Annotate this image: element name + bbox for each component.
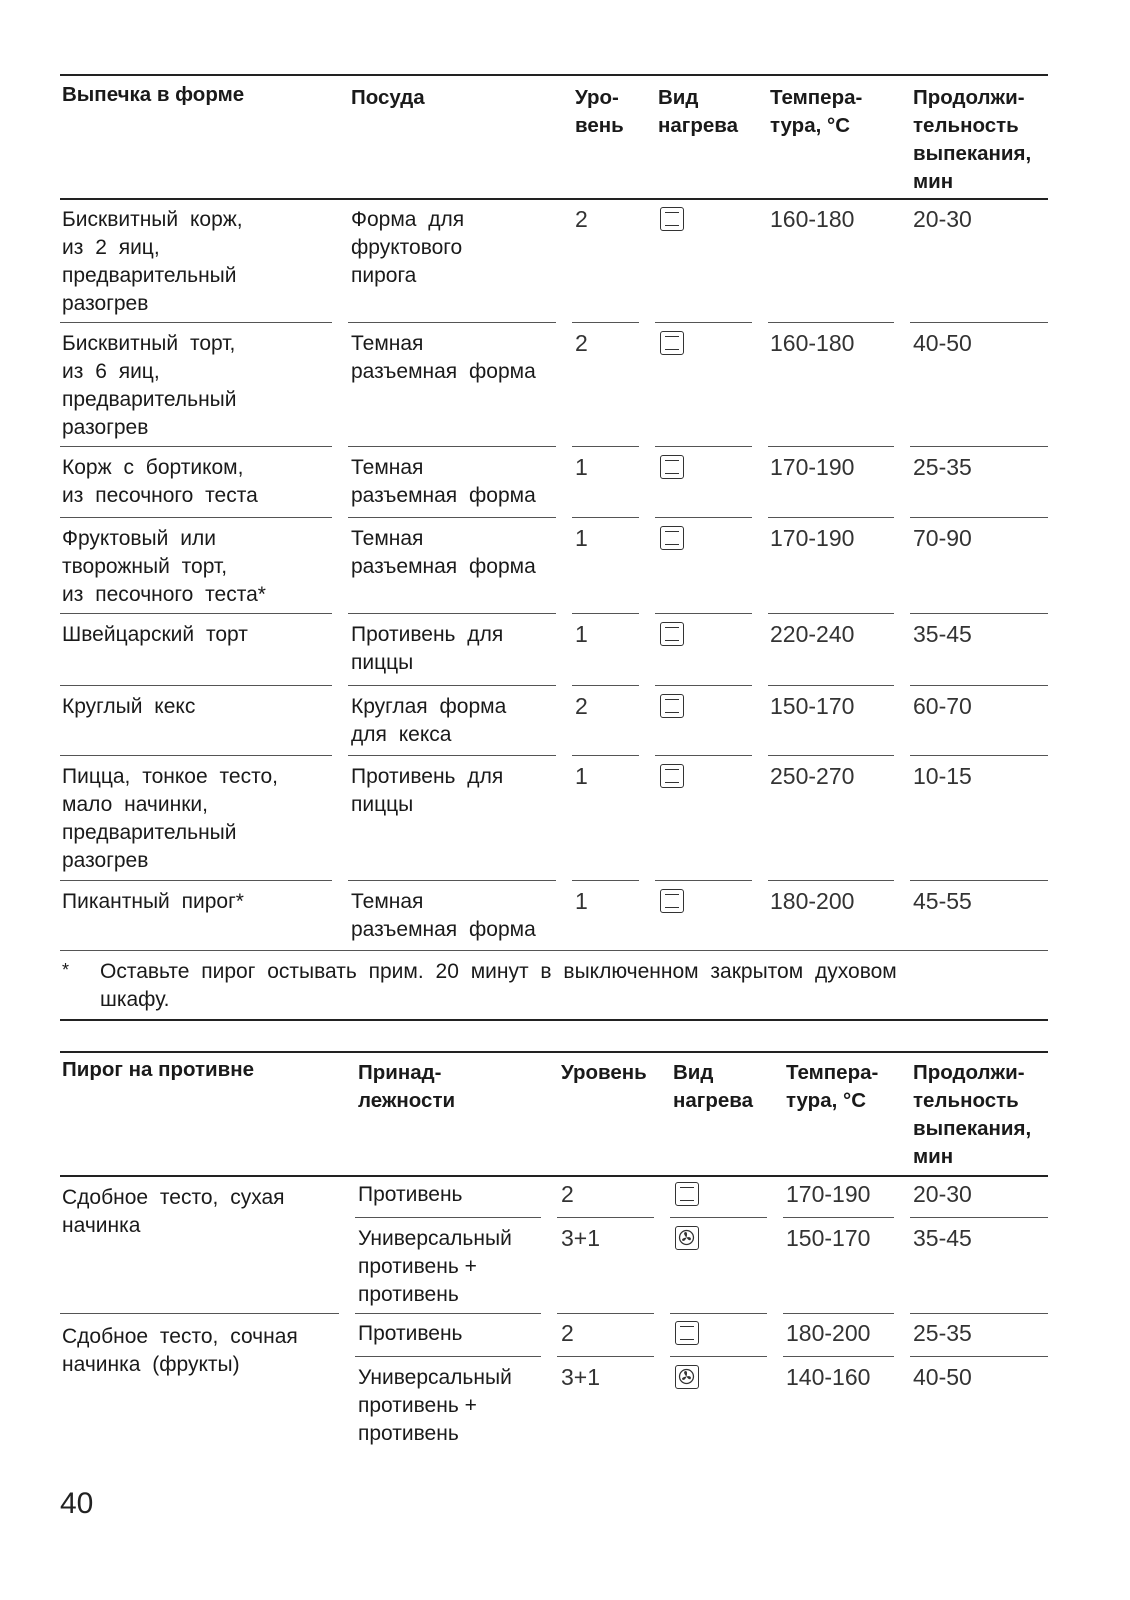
table-row-duration: 20-30 [913,206,972,232]
table-row-duration: 10-15 [913,763,972,789]
row-divider [910,1313,1048,1314]
top-bottom-heat-icon [660,331,684,355]
row-divider [572,446,639,447]
row-divider [348,613,556,614]
table1-header-level: Уро- вень [575,86,624,137]
row-divider [60,613,332,614]
table-row-accessory: Противень [358,1183,463,1206]
row-divider [572,685,639,686]
row-divider [783,1313,894,1314]
table1-header-cookware: Посуда [351,86,425,109]
top-bottom-heat-icon [660,526,684,550]
table-row-temperature: 160-180 [770,206,855,232]
table-row-cookware: Темная разъемная форма [351,456,536,507]
table-row-dish-name: Фруктовый или творожный торт, из песочного теста* [62,527,266,606]
row-divider [655,880,752,881]
table-row-accessory: Универсальный противень + противень [358,1227,512,1306]
table2-header-temperature: Темпера- тура, °C [786,1061,879,1112]
row-divider [910,322,1048,323]
table1-top-rule [60,74,1048,76]
table-row-cookware: Темная разъемная форма [351,332,536,383]
row-divider [348,446,556,447]
table-row-dish-name: Сдобное тесто, сухая начинка [62,1186,285,1237]
top-bottom-heat-icon [675,1182,699,1206]
row-divider [348,755,556,756]
row-divider [348,685,556,686]
table-row-dish-name: Корж с бортиком, из песочного теста [62,456,258,507]
hot-air-fan-icon [675,1365,699,1389]
table2-header-accessories: Принад- лежности [358,1061,456,1112]
table-row-temperature: 160-180 [770,330,855,356]
row-divider [768,446,894,447]
table-row-duration: 60-70 [913,693,972,719]
footnote-rule [60,1019,1048,1021]
table-row-level: 2 [575,330,588,356]
table-row-dish-name: Швейцарский торт [62,623,248,646]
top-bottom-heat-icon [660,694,684,718]
table-row-level: 1 [575,621,588,647]
table1-header-dish: Выпечка в форме [62,83,245,106]
table-row-temperature: 150-170 [770,693,855,719]
row-divider [60,755,332,756]
table-row-level: 3+1 [561,1364,601,1390]
table-row-level: 1 [575,454,588,480]
row-divider [670,1313,767,1314]
table-row-accessory: Противень [358,1322,463,1345]
footnote-text: Оставьте пирог остывать прим. 20 минут в выключенном закрытом духовом шкафу. [100,960,897,1011]
footnote-mark: * [62,960,70,980]
table-row-duration: 40-50 [913,1364,972,1390]
row-divider [655,322,752,323]
table2-header-dish: Пирог на противне [62,1058,255,1081]
table-row-duration: 35-45 [913,621,972,647]
top-bottom-heat-icon [660,207,684,231]
table-row-level: 2 [561,1181,574,1207]
table-row-duration: 70-90 [913,525,972,551]
table1-bottom-rule [60,950,1048,951]
row-divider [355,1356,541,1357]
top-bottom-heat-icon [675,1321,699,1345]
table-row-temperature: 170-190 [786,1181,871,1207]
table2-header-duration: Продолжи- тельность выпекания, мин [913,1061,1032,1168]
table-row-accessory: Универсальный противень + противень [358,1366,512,1445]
table2-header-rule [60,1175,1048,1177]
table-row-level: 1 [575,525,588,551]
table-row-duration: 45-55 [913,888,972,914]
table-row-temperature: 250-270 [770,763,855,789]
table-row-dish-name: Сдобное тесто, сочная начинка (фрукты) [62,1325,298,1376]
row-divider [60,1313,339,1314]
row-divider [355,1313,541,1314]
table-row-temperature: 180-200 [786,1320,871,1346]
table-row-dish-name: Пикантный пирог* [62,890,244,913]
table-row-temperature: 220-240 [770,621,855,647]
row-divider [572,517,639,518]
top-bottom-heat-icon [660,622,684,646]
row-divider [768,517,894,518]
table-row-dish-name: Бисквитный корж, из 2 яиц, предварительный разогрев [62,208,243,315]
row-divider [60,322,332,323]
row-divider [910,446,1048,447]
row-divider [572,880,639,881]
table-row-level: 1 [575,888,588,914]
table1-header-duration: Продолжи- тельность выпекания, мин [913,86,1032,193]
table-row-dish-name: Пицца, тонкое тесто, мало начинки, предварительный разогрев [62,765,278,872]
row-divider [910,1217,1048,1218]
table-row-duration: 25-35 [913,1320,972,1346]
row-divider [783,1217,894,1218]
row-divider [60,880,332,881]
table-row-cookware: Противень для пиццы [351,623,504,674]
row-divider [655,613,752,614]
row-divider [348,517,556,518]
row-divider [768,322,894,323]
table-row-temperature: 150-170 [786,1225,871,1251]
table-row-level: 2 [561,1320,574,1346]
row-divider [355,1217,541,1218]
row-divider [60,685,332,686]
row-divider [655,755,752,756]
row-divider [557,1217,654,1218]
row-divider [768,613,894,614]
table2-header-level: Уровень [561,1061,647,1084]
row-divider [670,1217,767,1218]
table2-top-rule [60,1051,1048,1053]
page-number: 40 [60,1487,94,1520]
row-divider [910,517,1048,518]
table-row-dish-name: Бисквитный торт, из 6 яиц, предварительный разогрев [62,332,237,439]
row-divider [655,446,752,447]
table-row-cookware: Темная разъемная форма [351,890,536,941]
row-divider [557,1356,654,1357]
table-row-duration: 35-45 [913,1225,972,1251]
table-row-duration: 40-50 [913,330,972,356]
row-divider [655,517,752,518]
table-row-duration: 20-30 [913,1181,972,1207]
row-divider [572,322,639,323]
table-row-temperature: 140-160 [786,1364,871,1390]
table-row-cookware: Темная разъемная форма [351,527,536,578]
table1-header-rule [60,198,1048,200]
row-divider [910,880,1048,881]
row-divider [910,613,1048,614]
row-divider [910,685,1048,686]
table1-header-temperature: Темпера- тура, °C [770,86,863,137]
row-divider [348,322,556,323]
row-divider [572,755,639,756]
table-row-dish-name: Круглый кекс [62,695,196,718]
table-row-level: 2 [575,206,588,232]
row-divider [768,880,894,881]
row-divider [768,755,894,756]
table-row-level: 3+1 [561,1225,601,1251]
row-divider [60,517,332,518]
top-bottom-heat-icon [660,889,684,913]
row-divider [670,1356,767,1357]
row-divider [60,446,332,447]
row-divider [783,1356,894,1357]
row-divider [572,613,639,614]
row-divider [910,755,1048,756]
row-divider [655,685,752,686]
hot-air-fan-icon [675,1226,699,1250]
row-divider [557,1313,654,1314]
table1-header-heating: Вид нагрева [658,86,738,137]
table-row-temperature: 180-200 [770,888,855,914]
table-row-temperature: 170-190 [770,525,855,551]
table-row-duration: 25-35 [913,454,972,480]
top-bottom-heat-icon [660,764,684,788]
table-row-cookware: Круглая форма для кекса [351,695,507,746]
table-row-level: 2 [575,693,588,719]
row-divider [348,880,556,881]
table-row-temperature: 170-190 [770,454,855,480]
table-row-cookware: Форма для фруктового пирога [351,208,465,287]
top-bottom-heat-icon [660,455,684,479]
table-row-cookware: Противень для пиццы [351,765,504,816]
table2-header-heating: Вид нагрева [673,1061,753,1112]
table-row-level: 1 [575,763,588,789]
row-divider [910,1356,1048,1357]
row-divider [768,685,894,686]
